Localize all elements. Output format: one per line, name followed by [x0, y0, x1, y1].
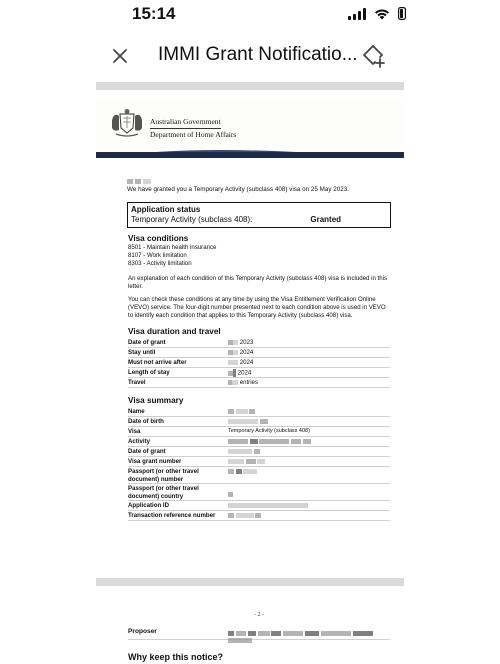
summary-heading: Visa summary: [128, 396, 184, 405]
close-button[interactable]: [108, 44, 132, 68]
table-row: Stay until 2024: [128, 348, 390, 358]
battery-icon: [398, 7, 406, 20]
status-time: 15:14: [132, 4, 176, 23]
page-number: - 2 -: [254, 612, 264, 618]
proposer-row: [128, 628, 390, 640]
cellular-signal-icon: [348, 8, 366, 20]
table-row: Application ID: [128, 501, 390, 511]
vevo-paragraph: You can check these conditions at any time by using the Visa Entitlement Verification Online (VEVO) service. The four-digit number presented next to each condition above is used in VEVO to identify each condition that applies to this Temporary Activity (subclass 408) visa.: [128, 296, 386, 319]
table-row: Passport (or other travel document) number: [128, 467, 390, 484]
why-keep-heading: Why keep this notice?: [128, 652, 224, 662]
share-button[interactable]: [360, 42, 388, 70]
status-value: Granted: [310, 215, 342, 224]
government-name: [150, 116, 236, 140]
conditions-list: [128, 244, 216, 269]
conditions-explanation: An explanation of each condition of this Temporary Activity (subclass 408) visa is included in this letter.: [128, 275, 388, 290]
status-label: Temporary Activity (subclass 408):: [131, 215, 253, 224]
table-row: Travel entries: [128, 378, 390, 388]
duration-heading: Visa duration and travel: [128, 327, 221, 336]
wifi-icon: [374, 8, 390, 20]
table-row: Transaction reference number: [128, 511, 390, 521]
proposer-label: Proposer: [128, 628, 157, 635]
page-separator-bottom: [96, 578, 404, 586]
grant-statement: We have granted you a Temporary Activity (subclass 408) visa on 25 May 2023.: [127, 186, 350, 193]
duration-table: [128, 338, 390, 388]
condition-item: 8107 - Work limitation: [128, 252, 187, 260]
table-row: Length of stay 2024: [128, 368, 390, 378]
redacted-reference: [127, 178, 392, 186]
table-row: Date of grant 2023: [128, 338, 390, 348]
status-icons: [348, 7, 406, 20]
status-bar: [0, 0, 500, 30]
application-status-box: [127, 202, 391, 228]
table-row: Activity: [128, 437, 390, 447]
table-row: Name: [128, 407, 390, 417]
app-bar: [0, 34, 500, 80]
condition-item: 8501 - Maintain health insurance: [128, 244, 217, 251]
gov-line-1: Australian Government: [150, 116, 221, 129]
table-row: Passport (or other travel document) country: [128, 484, 390, 501]
page-separator-top: [96, 82, 404, 90]
app-title: IMMI Grant Notificatio...: [158, 44, 358, 65]
coat-of-arms-logo: [108, 108, 146, 138]
close-icon: [108, 44, 132, 68]
share-add-icon: [360, 42, 388, 70]
gov-line-2: Department of Home Affairs: [150, 130, 237, 139]
header-band: [96, 150, 404, 162]
status-heading: Application status: [131, 205, 201, 214]
table-row: Date of birth: [128, 417, 390, 427]
table-row: Must not arrive after 2024: [128, 358, 390, 368]
conditions-heading: Visa conditions: [128, 234, 189, 243]
table-row: Visa grant number: [128, 457, 390, 467]
table-row: Visa Temporary Activity (subclass 408): [128, 427, 390, 437]
summary-table: [128, 407, 390, 521]
condition-item: 8303 - Activity limitation: [128, 260, 192, 268]
table-row: Date of grant: [128, 447, 390, 457]
